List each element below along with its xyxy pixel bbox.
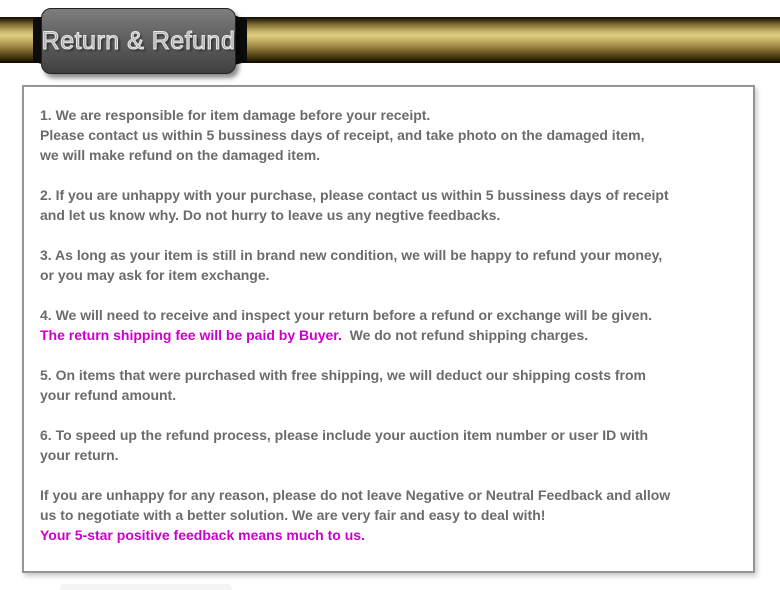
body-text: 3. As long as your item is still in brand new condition, we will be happy to refund your money, <box>40 247 663 263</box>
policy-line <box>40 325 745 345</box>
section-title: Return & Refund <box>41 26 236 55</box>
body-text: If you are unhappy for any reason, please do not leave Negative or Neutral Feedback and allow <box>40 487 671 503</box>
body-text: we will make refund on the damaged item. <box>40 147 321 163</box>
body-text: your refund amount. <box>40 387 177 403</box>
body-text: or you may ask for item exchange. <box>40 267 270 283</box>
policy-line <box>40 305 745 325</box>
policy-paragraph <box>40 425 745 465</box>
policy-paragraph <box>40 365 745 405</box>
policy-paragraph <box>40 485 745 545</box>
body-text: 4. We will need to receive and inspect your return before a refund or exchange will be given. <box>40 307 653 323</box>
policy-line <box>40 265 745 285</box>
policy-box <box>22 85 755 573</box>
highlight-text: Your 5-star positive feedback means much to us. <box>40 527 365 543</box>
section-tab <box>41 8 236 74</box>
policy-line <box>40 205 745 225</box>
policy-line <box>40 365 745 385</box>
policy-line <box>40 445 745 465</box>
policy-paragraph <box>40 105 745 165</box>
policy-line <box>40 385 745 405</box>
policy-line <box>40 425 745 445</box>
policy-paragraph <box>40 305 745 345</box>
policy-line <box>40 125 745 145</box>
body-text: 1. We are responsible for item damage before your receipt. <box>40 107 431 123</box>
body-text: your return. <box>40 447 119 463</box>
policy-line <box>40 245 745 265</box>
policy-paragraph <box>40 185 745 225</box>
policy-line <box>40 185 745 205</box>
policy-line <box>40 485 745 505</box>
policy-paragraph <box>40 245 745 285</box>
policy-line <box>40 145 745 165</box>
policy-line <box>40 525 745 545</box>
body-text: 5. On items that were purchased with free shipping, we will deduct our shipping costs from <box>40 367 646 383</box>
body-text: 2. If you are unhappy with your purchase, please contact us within 5 bussiness days of receipt <box>40 187 669 203</box>
policy-line <box>40 505 745 525</box>
next-section-tab-partial <box>60 584 232 590</box>
body-text: us to negotiate with a better solution. We are very fair and easy to deal with! <box>40 507 546 523</box>
body-text: Please contact us within 5 bussiness days of receipt, and take photo on the damaged item, <box>40 127 645 143</box>
policy-line <box>40 105 745 125</box>
body-text: 6. To speed up the refund process, please include your auction item number or user ID with <box>40 427 649 443</box>
highlight-text: The return shipping fee will be paid by Buyer. <box>40 327 342 343</box>
body-text: and let us know why. Do not hurry to leave us any negtive feedbacks. <box>40 207 501 223</box>
body-text: We do not refund shipping charges. <box>341 327 589 343</box>
